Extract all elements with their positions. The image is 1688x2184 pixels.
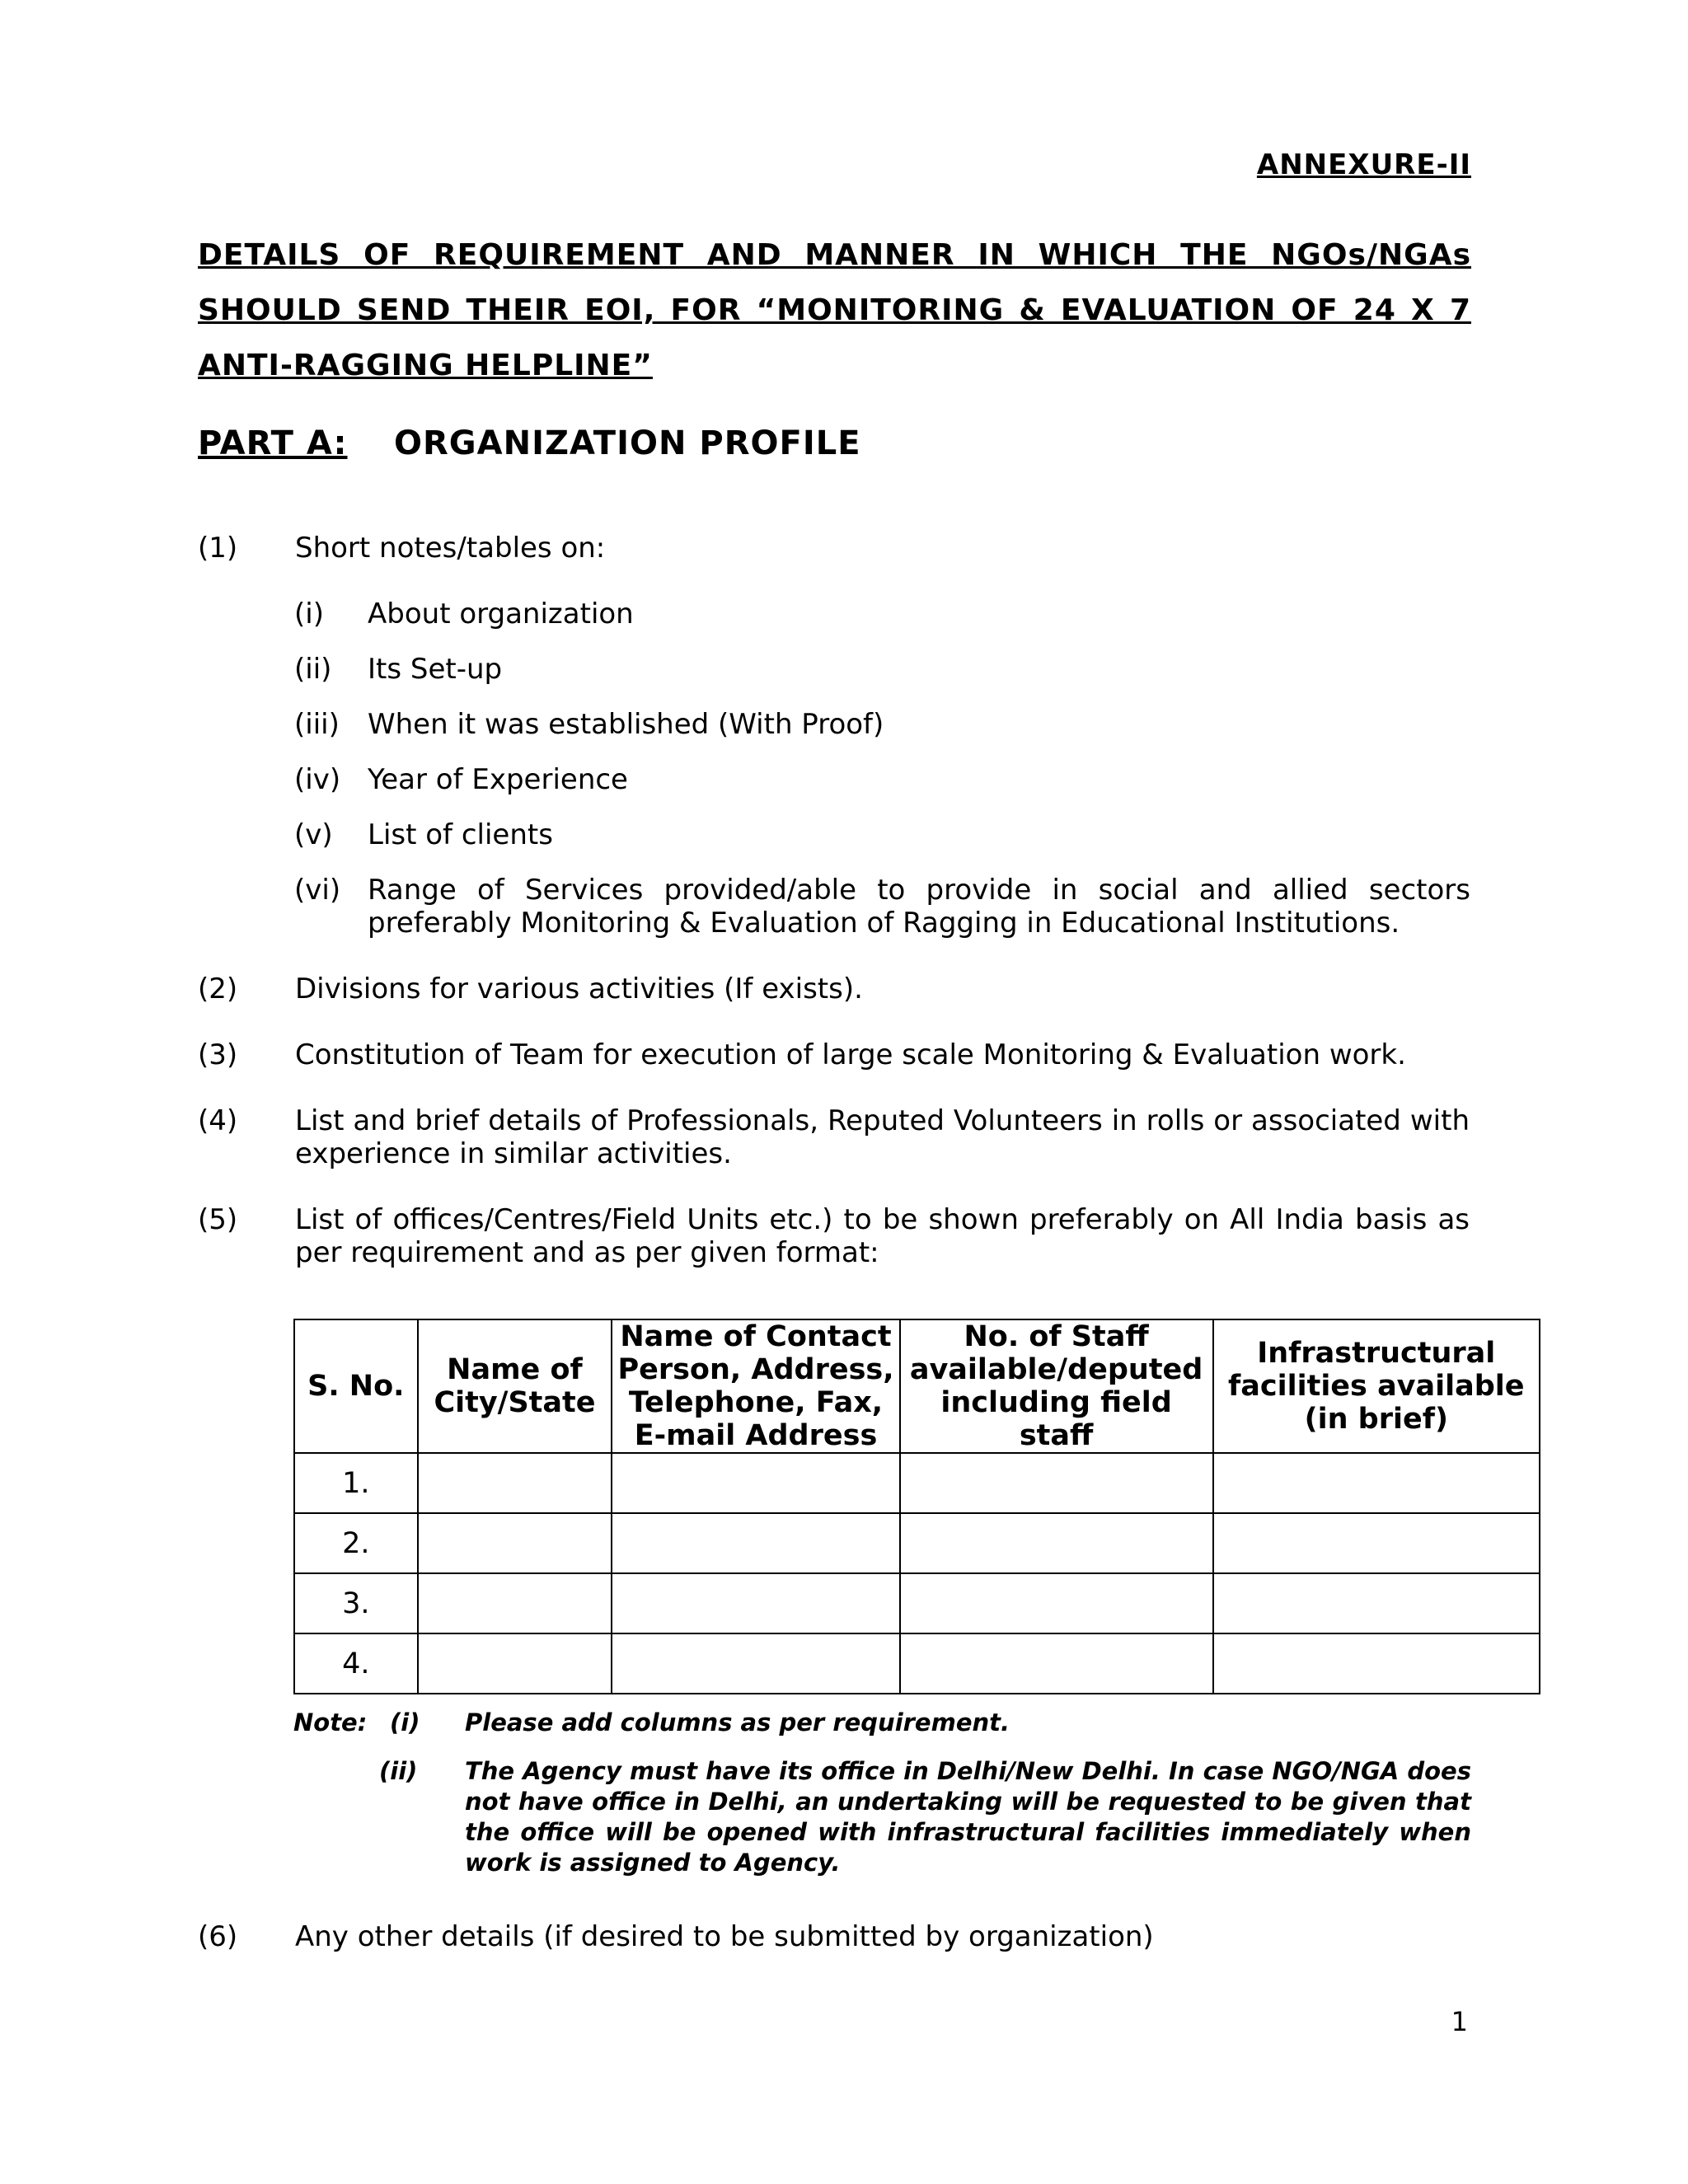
table-row: [294, 1453, 1540, 1513]
sub-item-number: (ii): [294, 653, 332, 686]
item-text: List of offices/Centres/Field Units etc.) to be shown preferably on All India basis as per requirement and as per given format:: [295, 1203, 1470, 1269]
annexure-label: ANNEXURE-II: [1256, 148, 1471, 181]
header-city-state: Name of City/State: [418, 1319, 612, 1453]
row-serial: 1.: [294, 1453, 418, 1513]
item-number: (1): [198, 532, 238, 565]
sub-item-text: When it was established (With Proof): [368, 708, 884, 741]
cell-contact: [612, 1453, 899, 1513]
cell-city: [418, 1453, 612, 1513]
sub-item-text: Its Set-up: [368, 653, 503, 686]
item-text: Divisions for various activities (If exists).: [295, 972, 863, 1005]
row-serial: 3.: [294, 1573, 418, 1633]
page-number: 1: [1451, 2006, 1468, 2037]
cell-infra: [1213, 1573, 1540, 1633]
offices-format-table: [293, 1319, 1540, 1694]
part-heading: [198, 424, 861, 462]
sub-item-text: Year of Experience: [368, 763, 628, 796]
item-text: Short notes/tables on:: [295, 532, 606, 565]
item-text: List and brief details of Professionals, Reputed Volunteers in rolls or associated with experience in similar activities.: [295, 1104, 1470, 1170]
row-serial: 4.: [294, 1633, 418, 1694]
cell-contact: [612, 1573, 899, 1633]
cell-city: [418, 1633, 612, 1694]
cell-staff: [900, 1453, 1213, 1513]
cell-staff: [900, 1513, 1213, 1573]
header-contact-person: Name of Contact Person, Address, Telephone, Fax, E-mail Address: [612, 1319, 899, 1453]
note-text: The Agency must have its office in Delhi/New Delhi. In case NGO/NGA does not have office in Delhi, an undertaking will be requested to be given that the office will be opened with infrastructural facilities immediately when work is assigned to Agency.: [465, 1757, 1471, 1877]
header-staff: No. of Staff available/deputed including field staff: [900, 1319, 1213, 1453]
cell-infra: [1213, 1453, 1540, 1513]
sub-item-number: (i): [294, 598, 324, 630]
cell-contact: [612, 1633, 899, 1694]
header-s-no: S. No.: [294, 1319, 418, 1453]
cell-contact: [612, 1513, 899, 1573]
item-number: (4): [198, 1104, 238, 1137]
sub-item-number: (iii): [294, 708, 340, 741]
row-serial: 2.: [294, 1513, 418, 1573]
document-heading: DETAILS OF REQUIREMENT AND MANNER IN WHICH THE NGOs/NGAs SHOULD SEND THEIR EOI, FOR “MONITORING & EVALUATION OF 24 X 7 ANTI-RAGGING HELPLINE”: [198, 238, 1471, 382]
cell-staff: [900, 1633, 1213, 1694]
sub-item-number: (vi): [294, 874, 341, 907]
item-number: (5): [198, 1203, 238, 1236]
sub-item-text: About organization: [368, 598, 634, 630]
note-number: (i): [390, 1708, 420, 1736]
cell-staff: [900, 1573, 1213, 1633]
item-number: (3): [198, 1038, 238, 1071]
note-number: (ii): [379, 1757, 418, 1785]
cell-infra: [1213, 1513, 1540, 1573]
cell-city: [418, 1573, 612, 1633]
sub-item-number: (iv): [294, 763, 341, 796]
table-row: [294, 1633, 1540, 1694]
table-header-row: [294, 1319, 1540, 1453]
note-label: Note:: [293, 1708, 368, 1736]
table-row: [294, 1573, 1540, 1633]
note-text: Please add columns as per requirement.: [465, 1708, 1010, 1736]
header-infrastructure: Infrastructural facilities available (in brief): [1213, 1319, 1540, 1453]
sub-item-number: (v): [294, 818, 333, 851]
sub-item-text: Range of Services provided/able to provide in social and allied sectors preferably Monitoring & Evaluation of Ragging in Educational Institutions.: [368, 874, 1470, 940]
cell-infra: [1213, 1633, 1540, 1694]
cell-city: [418, 1513, 612, 1573]
item-number: (6): [198, 1920, 238, 1953]
item-text: Any other details (if desired to be submitted by organization): [295, 1920, 1154, 1953]
sub-item-text: List of clients: [368, 818, 553, 851]
item-number: (2): [198, 972, 238, 1005]
item-text: Constitution of Team for execution of large scale Monitoring & Evaluation work.: [295, 1038, 1406, 1071]
part-title: ORGANIZATION PROFILE: [394, 424, 861, 462]
part-label: PART A:: [198, 424, 348, 462]
table-row: [294, 1513, 1540, 1573]
